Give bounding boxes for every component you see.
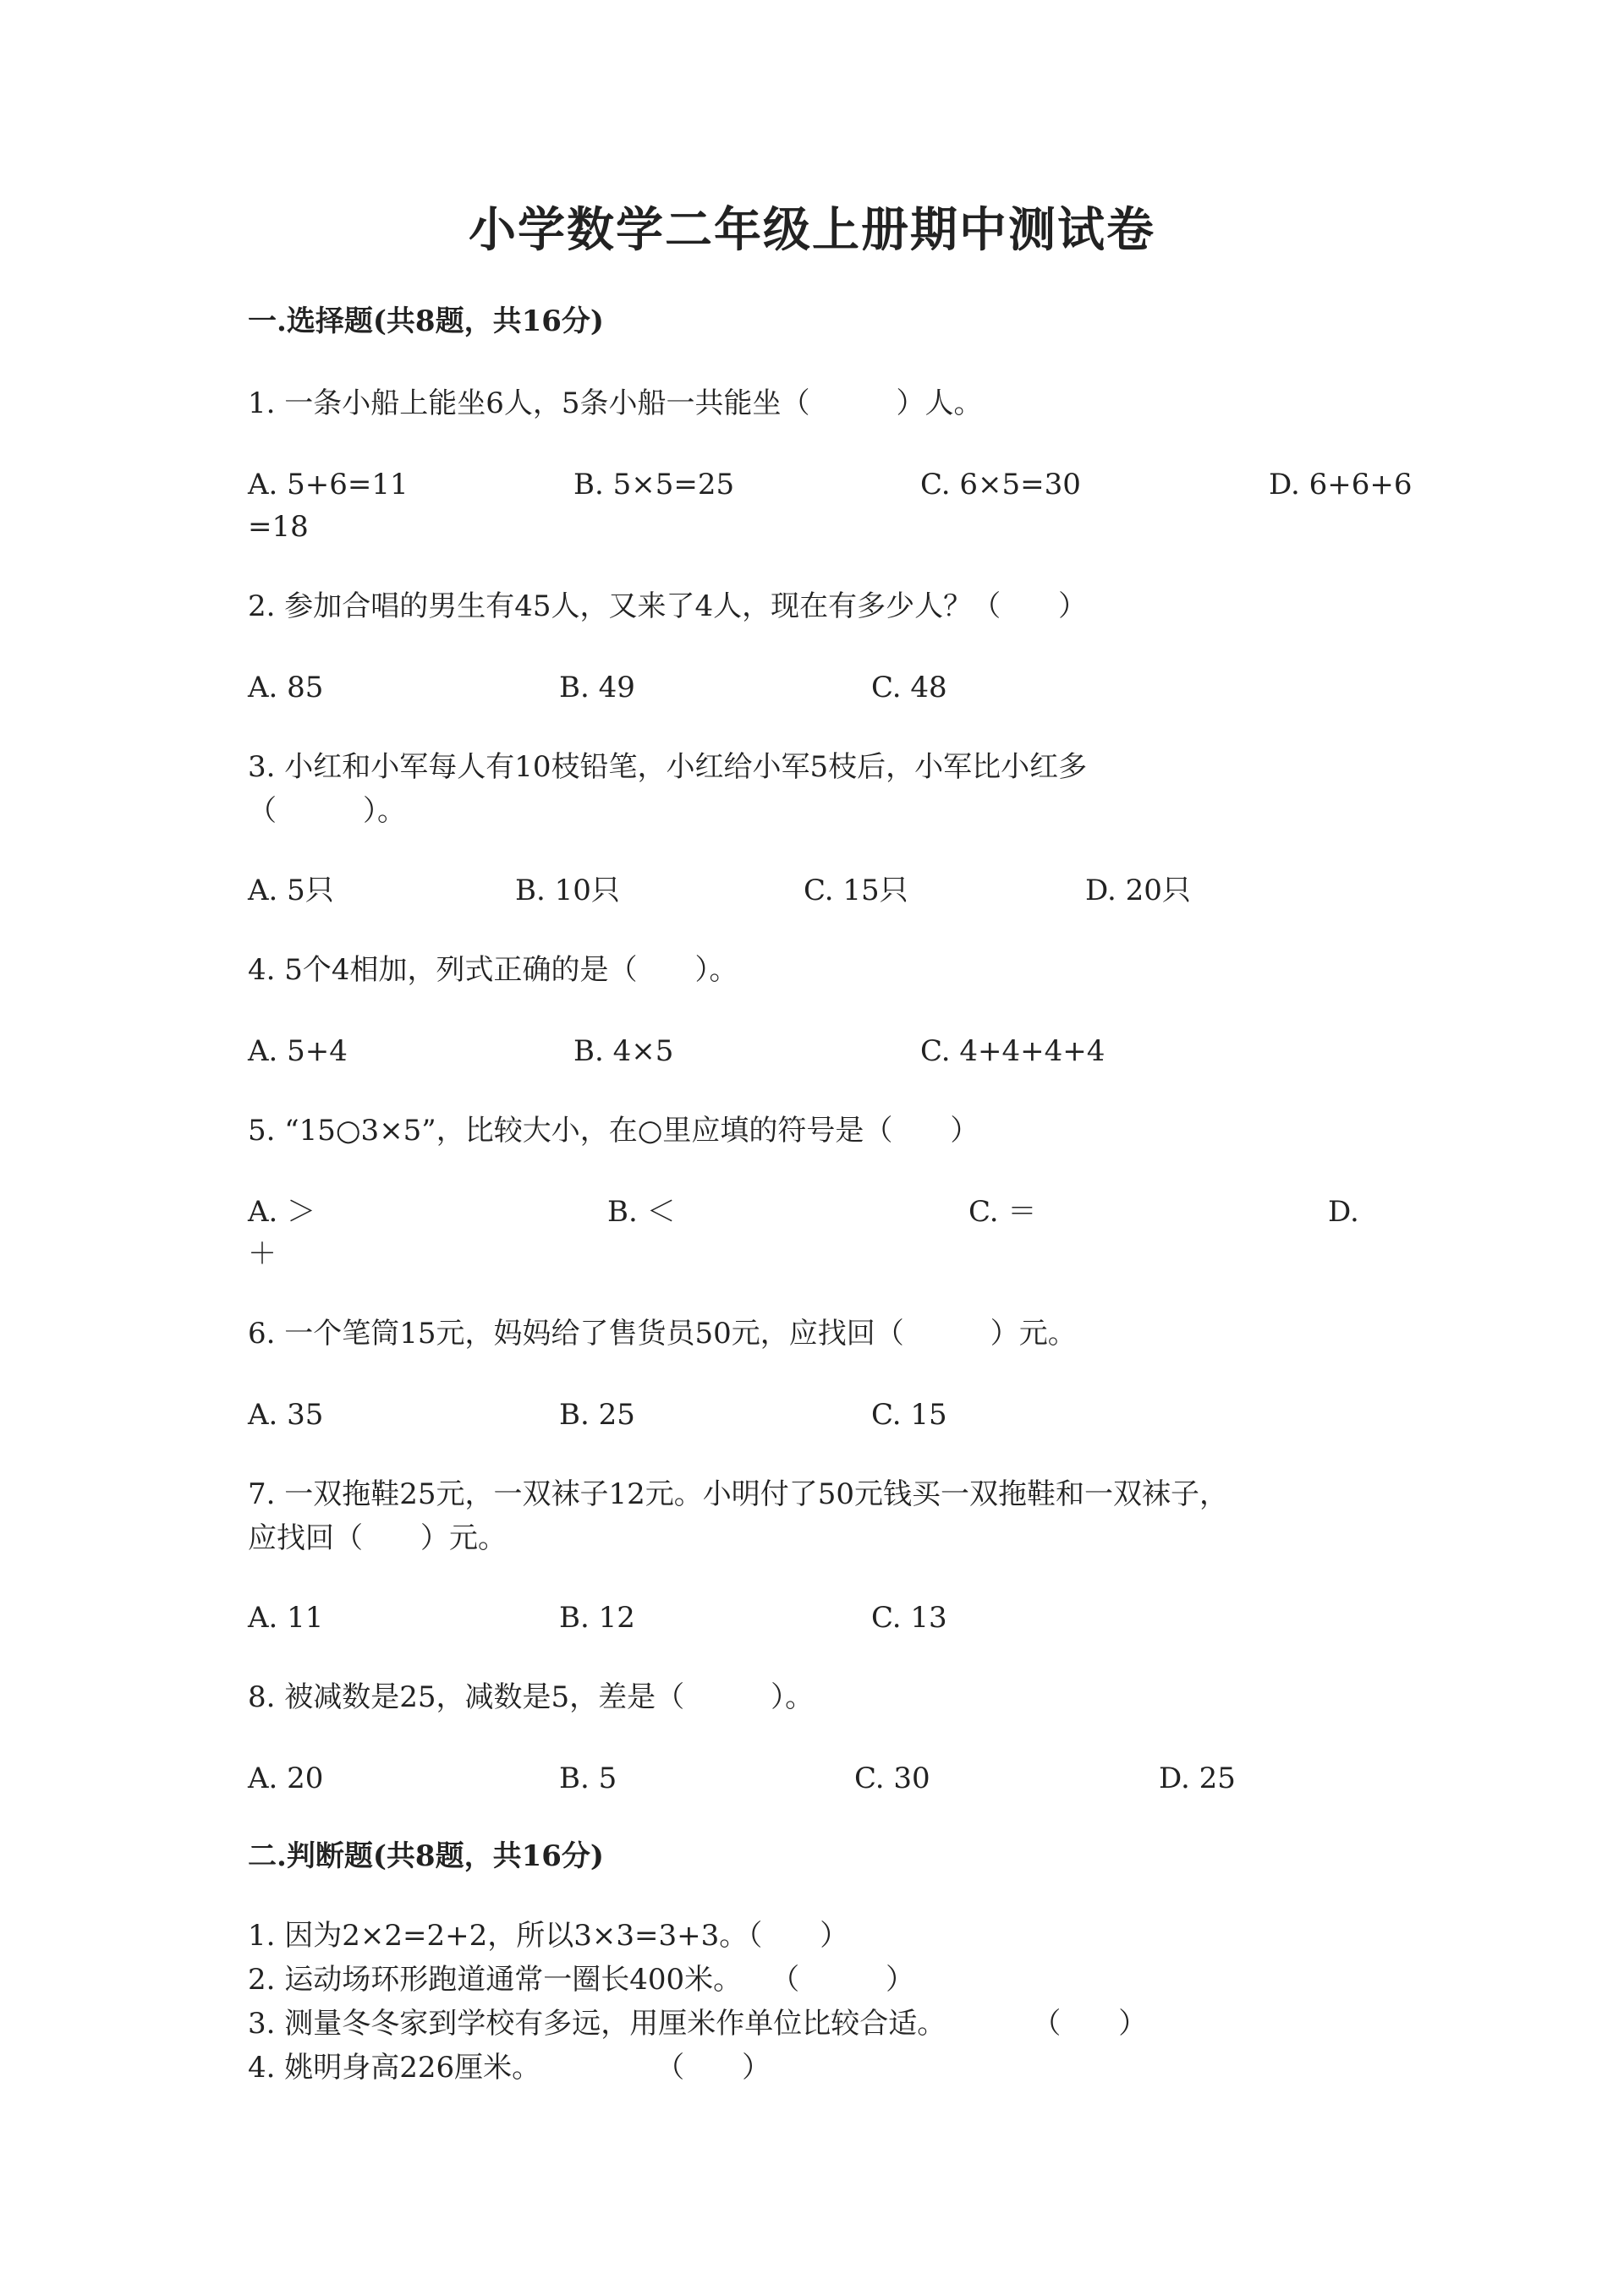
option-c: C. 48 [871, 671, 947, 704]
option-c: C. 13 [871, 1601, 947, 1635]
option-d-wrap: ＋ [248, 1237, 277, 1271]
tf-item-4: 4. 姚明身高226厘米。 （ ） [248, 2051, 771, 2085]
question-4: 4. 5个4相加，列式正确的是（ ）。 [248, 953, 738, 987]
option-d: D. 25 [1159, 1762, 1236, 1795]
options-4 [248, 1028, 1398, 1074]
options-3 [248, 868, 1398, 913]
option-d: D. [1328, 1195, 1359, 1229]
option-c: C. ＝ [968, 1195, 1037, 1229]
question-6: 6. 一个笔筒15元，妈妈给了售货员50元，应找回（ ）元。 [248, 1317, 1077, 1351]
question-8: 8. 被减数是25，减数是5，差是（ ）。 [248, 1680, 815, 1714]
options-1 [248, 462, 1413, 507]
option-a: A. 5+6=11 [248, 468, 409, 501]
tf-item-1: 1. 因为2×2=2+2，所以3×3=3+3。（ ） [248, 1919, 849, 1953]
tf-item-3: 3. 测量冬冬家到学校有多远，用厘米作单位比较合适。 （ ） [248, 2007, 1148, 2041]
option-d: D. 20只 [1085, 874, 1191, 907]
option-d-wrap: =18 [248, 510, 309, 544]
tf-item-2: 2. 运动场环形跑道通常一圈长400米。 （ ） [248, 1963, 915, 1997]
option-c: C. 15只 [804, 874, 908, 907]
option-b: B. 4×5 [573, 1034, 674, 1068]
page-title: 小学数学二年级上册期中测试卷 [469, 202, 1155, 258]
option-a: A. 5+4 [248, 1034, 348, 1068]
option-a: A. ＞ [248, 1195, 316, 1229]
section-header-multiple-choice: 一.选择题(共8题，共16分) [248, 304, 604, 338]
question-7-line-2: 应找回（ ）元。 [248, 1521, 507, 1555]
option-a: A. 85 [248, 671, 324, 704]
options-8 [248, 1756, 1398, 1801]
question-3-line-2: （ ）。 [248, 794, 406, 828]
options-5 [248, 1189, 1398, 1235]
option-c: C. 15 [871, 1398, 947, 1432]
option-a: A. 20 [248, 1762, 324, 1795]
options-6 [248, 1392, 1398, 1438]
question-1: 1. 一条小船上能坐6人，5条小船一共能坐（ ）人。 [248, 386, 983, 420]
option-b: B. 10只 [515, 874, 620, 907]
option-b: B. 49 [559, 671, 635, 704]
option-b: B. 25 [559, 1398, 635, 1432]
option-c: C. 30 [854, 1762, 930, 1795]
option-c: C. 6×5=30 [920, 468, 1081, 501]
option-a: A. 5只 [248, 874, 334, 907]
section-header-true-false: 二.判断题(共8题，共16分) [248, 1839, 604, 1873]
question-2: 2. 参加合唱的男生有45人，又来了4人，现在有多少人？（ ） [248, 589, 1088, 623]
option-b: B. 12 [559, 1601, 635, 1635]
option-a: A. 11 [248, 1601, 324, 1635]
options-2 [248, 665, 1398, 710]
question-3-line-1: 3. 小红和小军每人有10枝铅笔，小红给小军5枝后，小军比小红多 [248, 750, 1088, 784]
option-a: A. 35 [248, 1398, 324, 1432]
question-7-line-1: 7. 一双拖鞋25元，一双袜子12元。小明付了50元钱买一双拖鞋和一双袜子， [248, 1477, 1229, 1511]
option-c: C. 4+4+4+4 [920, 1034, 1106, 1068]
option-b: B. 5×5=25 [573, 468, 735, 501]
options-7 [248, 1595, 1398, 1641]
question-5: 5. “15○3×5”，比较大小，在○里应填的符号是（ ） [248, 1114, 979, 1148]
option-b: B. 5 [559, 1762, 617, 1795]
option-b: B. ＜ [607, 1195, 676, 1229]
option-d: D. 6+6+6 [1269, 468, 1413, 501]
